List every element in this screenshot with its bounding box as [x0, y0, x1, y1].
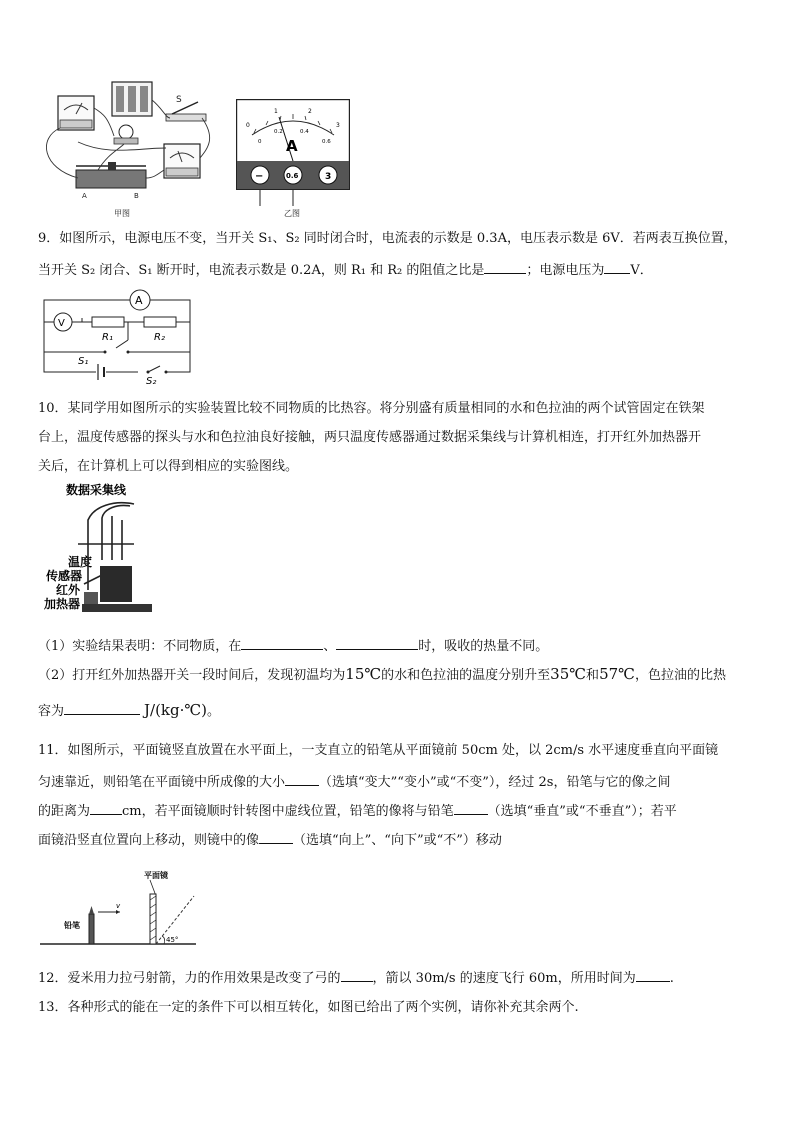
q11-line4: 面镜沿竖直位置向上移动，则镜中的像 （选填“向上”、“向下”或“不”）移动: [38, 829, 502, 850]
heater-figure: [38, 480, 158, 616]
switch: [166, 114, 206, 121]
q12-blank-time[interactable]: [636, 967, 670, 982]
svg-text:v: v: [116, 902, 121, 910]
q9-line1: 9．如图所示，电源电压不变，当开关 S₁、S₂ 同时闭合时，电流表的示数是 0.3A，电压表示数是 6V．若两表互换位置，: [38, 231, 737, 246]
q11-blank-move[interactable]: [259, 829, 293, 844]
svg-text:R₂: R₂: [154, 332, 165, 343]
q10-sub3: 容为 J/(kg·℃)。: [38, 701, 221, 719]
svg-text:A: A: [135, 294, 143, 307]
q12-line: 12．爱米用力拉弓射箭，力的作用效果是改变了弓的 ，箭以 30m/s 的速度飞行 60m，所用时间为 .: [38, 967, 674, 988]
q11-line2: 匀速靠近，则铅笔在平面镜中所成像的大小 （选填“变大”“变小”或“不变”），经过 2s，铅笔与它的像之间: [38, 771, 670, 792]
svg-text:B: B: [134, 192, 139, 200]
q11-blank-distance[interactable]: [90, 800, 122, 815]
q9-blank-voltage[interactable]: [604, 259, 630, 274]
jia-figure: [38, 78, 218, 206]
scale-bottom-0: 0: [258, 139, 262, 145]
scale-top-3: 3: [336, 122, 340, 129]
q10-line2: 台上，温度传感器的探头与水和色拉油良好接触，两只温度传感器通过数据采集线与计算机相连，打开红外加热器开: [38, 430, 702, 445]
q9-line2: 当开关 S₂ 闭合、S₁ 断开时，电流表示数是 0.2A，则 R₁ 和 R₂ 的阻值之比是 ；电源电压为 V．: [38, 259, 653, 280]
resistor-r2: [144, 317, 176, 327]
scale-top-0: 0: [246, 122, 250, 129]
q11-blank-perpendicular[interactable]: [454, 800, 488, 815]
svg-text:3: 3: [325, 172, 332, 182]
label-data-wire: 数据采集线: [66, 483, 127, 497]
scale-bottom-2: 0.4: [300, 129, 309, 135]
svg-text:V: V: [58, 318, 65, 329]
pencil: [89, 914, 94, 944]
yi-figure: [236, 99, 350, 190]
q10-sub1: （1）实验结果表明：不同物质，在 、 时，吸收的热量不同。: [38, 635, 548, 656]
q10-sub2: （2）打开红外加热器开关一段时间后，发现初温均为15℃的水和色拉油的温度分别升至35℃和57℃，色拉油的比热: [38, 665, 726, 683]
svg-text:−: −: [255, 171, 264, 182]
svg-text:S₁: S₁: [78, 356, 89, 367]
rheostat: [76, 170, 146, 188]
q10-blank-heat[interactable]: [64, 700, 140, 715]
resistor-r1: [92, 317, 124, 327]
scale-bottom-1: 0.2: [274, 129, 283, 135]
svg-text:S₂: S₂: [146, 376, 157, 384]
svg-text:铅笔: 铅笔: [64, 921, 80, 930]
q10-line3: 关后，在计算机上可以得到相应的实验图线。: [38, 459, 299, 474]
svg-text:平面镜: 平面镜: [144, 871, 168, 880]
q11-blank-size[interactable]: [285, 771, 319, 786]
svg-text:0.6: 0.6: [286, 172, 299, 180]
switch-label: S: [176, 95, 182, 105]
q11-line1: 11．如图所示，平面镜竖直放置在水平面上，一支直立的铅笔从平面镜前 50cm 处，以 2cm/s 水平速度垂直向平面镜: [38, 743, 719, 758]
scale-top-2: 2: [308, 108, 312, 115]
svg-text:红外: 红外: [56, 583, 81, 597]
q9-circuit: [38, 288, 198, 384]
q13-line: 13．各种形式的能在一定的条件下可以相互转化，如图已给出了两个实例，请你补充其余两个.: [38, 1000, 579, 1015]
jia-caption: 甲图: [114, 209, 130, 218]
q9-blank-ratio[interactable]: [484, 259, 526, 274]
svg-text:温度: 温度: [68, 555, 93, 569]
q11-line3: 的距离为 cm，若平面镜顺时针转图中虚线位置，铅笔的像将与铅笔 （选填“垂直”或“不垂直”）；若平: [38, 800, 677, 821]
svg-text:传感器: 传感器: [46, 569, 83, 583]
svg-text:R₁: R₁: [102, 332, 113, 343]
scale-bottom-3: 0.6: [322, 139, 331, 145]
mirror-figure: [38, 866, 198, 948]
q10-blank-a[interactable]: [241, 635, 323, 650]
q10-line1: 10．某同学用如图所示的实验装置比较不同物质的比热容。将分别盛有质量相同的水和色拉油的两个试管固定在铁架: [38, 401, 705, 416]
dial-unit: A: [286, 137, 298, 155]
q12-blank-effect[interactable]: [341, 967, 373, 982]
yi-caption: 乙图: [284, 209, 300, 218]
heater-body: [100, 566, 132, 602]
q10-blank-b[interactable]: [336, 635, 418, 650]
svg-text:加热器: 加热器: [44, 597, 81, 611]
scale-top-1: 1: [274, 108, 278, 115]
svg-text:45°: 45°: [166, 936, 179, 944]
svg-text:A: A: [82, 192, 87, 200]
bulb: [119, 125, 133, 139]
